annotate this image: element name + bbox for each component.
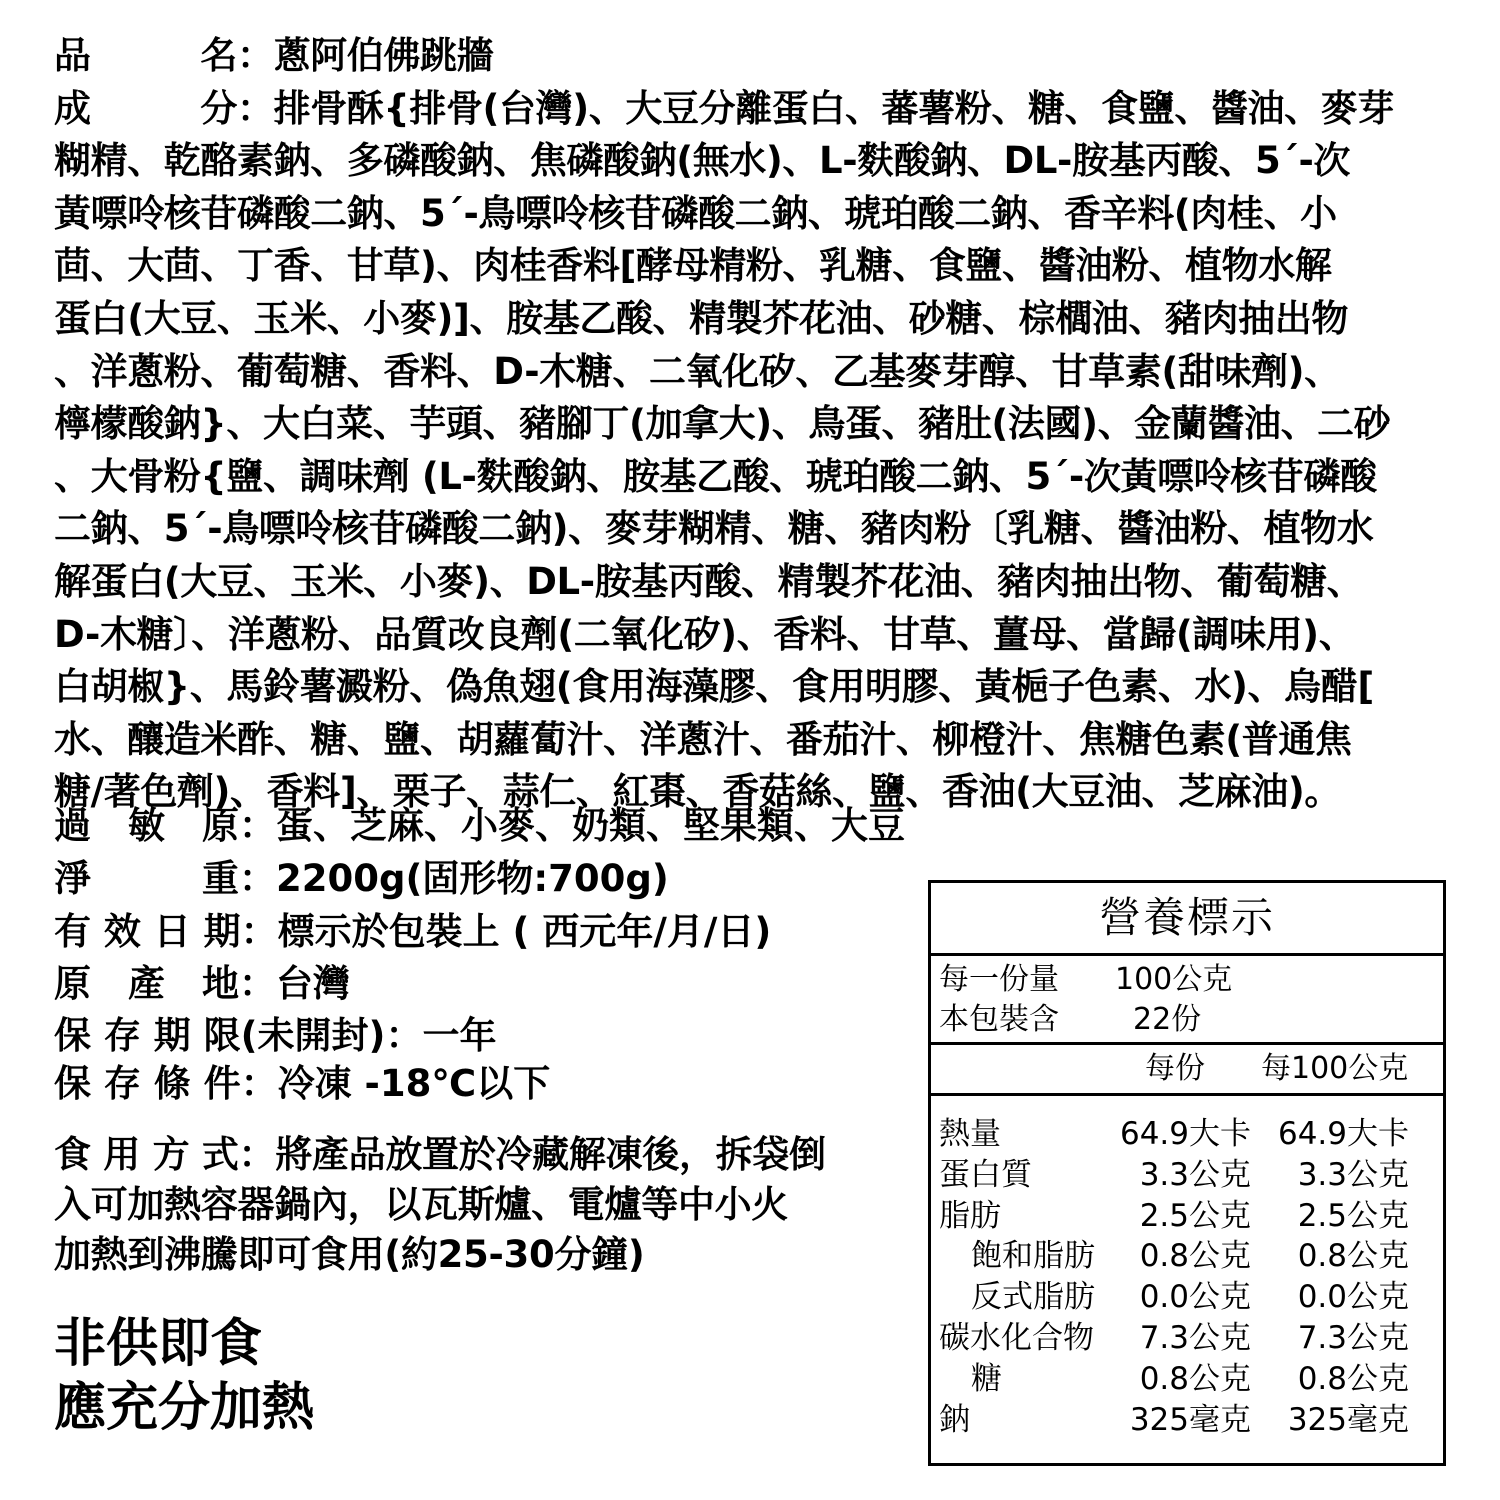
text-line: 黃嘌呤核苷磷酸二鈉、5´-鳥嘌呤核苷磷酸二鈉、琥珀酸二鈉、香辛料(肉桂、小 (54, 191, 1337, 235)
nutrient-per-serving: 0.0公克 (1139, 1279, 1251, 1316)
origin-field (54, 958, 350, 1010)
nutrient-per-serving: 0.8公克 (1139, 1238, 1251, 1275)
nutrition-title: 營養標示 (931, 883, 1443, 956)
nutrient-name: 鈉 (939, 1401, 970, 1438)
expiry-label: 有 效 日 期： (54, 910, 278, 953)
usage-line: 入可加熱容器鍋內，以瓦斯爐、電爐等中小火 (54, 1183, 788, 1226)
servings-per-package-row (939, 1000, 1202, 1040)
allergens-value: 蛋、芝麻、小麥、奶類、堅果類、大豆 (276, 804, 905, 847)
warning-line: 非供即食 (54, 1314, 263, 1374)
text-line: 二鈉、5´-鳥嘌呤核苷磷酸二鈉)、麥芽糊精、糖、豬肉粉〔乳糖、醬油粉、植物水 (54, 507, 1374, 551)
text-line: 檸檬酸鈉}、大白菜、芋頭、豬腳丁(加拿大)、鳥蛋、豬肚(法國)、金蘭醬油、二砂 (54, 402, 1391, 446)
nutrient-per-100g: 3.3公克 (1297, 1156, 1409, 1193)
allergens-label: 過 敏 原： (54, 804, 276, 847)
usage-line: 食 用 方 式：將產品放置於冷藏解凍後，拆袋倒 (54, 1133, 826, 1176)
usage-instructions (54, 1130, 884, 1280)
heating-warning (54, 1312, 314, 1440)
nutrient-name: 蛋白質 (939, 1156, 1032, 1193)
origin-label: 原 產 地： (54, 962, 276, 1005)
storage-value: 冷凍 -18℃以下 (277, 1062, 551, 1105)
nutrient-per-100g: 0.8公克 (1297, 1238, 1409, 1275)
net-weight-label: 淨 重： (54, 857, 276, 900)
servings-per-package-value: 22份 (1133, 1002, 1202, 1037)
nutrient-name: 熱量 (939, 1116, 1001, 1152)
nutrient-name: 飽和脂肪 (971, 1238, 1095, 1275)
origin-value: 台灣 (276, 962, 350, 1005)
warning-line: 應充分加熱 (54, 1378, 315, 1438)
nutrient-per-100g: 7.3公克 (1297, 1319, 1409, 1356)
nutrition-row (931, 1114, 1443, 1155)
col-per-serving: 每份 (1145, 1051, 1205, 1086)
nutrient-per-100g: 64.9大卡 (1277, 1116, 1409, 1152)
shelf-life-field (54, 1010, 496, 1062)
nutrient-name: 糖 (971, 1360, 1002, 1397)
nutrient-per-100g: 0.8公克 (1297, 1360, 1409, 1397)
col-per-100g: 每100公克 (1261, 1051, 1409, 1086)
text-line: 、大骨粉{鹽、調味劑 (L-麩酸鈉、胺基乙酸、琥珀酸二鈉、5´-次黃嘌呤核苷磷酸 (54, 454, 1377, 498)
nutrition-rows (931, 1096, 1443, 1440)
nutrient-per-serving: 0.8公克 (1139, 1360, 1251, 1397)
serving-info (931, 956, 1443, 1045)
usage-line: 加熱到沸騰即可食用(約25-30分鐘) (54, 1233, 645, 1276)
serving-size-value: 100公克 (1115, 962, 1233, 997)
nutrient-per-100g: 0.0公克 (1297, 1279, 1409, 1316)
serving-size-label: 每一份量 (939, 962, 1059, 997)
nutrient-per-serving: 2.5公克 (1139, 1197, 1251, 1234)
serving-size-row (939, 960, 1233, 1000)
text-line: 蛋白(大豆、玉米、小麥)]、胺基乙酸、精製芥花油、砂糖、棕櫚油、豬肉抽出物 (54, 296, 1348, 340)
text-line: 、洋蔥粉、葡萄糖、香料、D-木糖、二氧化矽、乙基麥芽醇、甘草素(甜味劑)、 (54, 349, 1341, 393)
nutrition-row (931, 1400, 1443, 1441)
allergens-field (54, 800, 905, 852)
shelf-life-label: 保 存 期 限(未開封)： (54, 1014, 423, 1057)
nutrition-row (931, 1155, 1443, 1196)
net-weight-value: 2200g(固形物:700g) (276, 857, 669, 900)
nutrient-name: 碳水化合物 (939, 1319, 1094, 1356)
nutrient-name: 反式脂肪 (971, 1279, 1095, 1316)
nutrient-per-100g: 325毫克 (1287, 1401, 1409, 1438)
text-line: 品 名：蔥阿伯佛跳牆 (54, 34, 494, 77)
text-line: 水、釀造米酢、糖、鹽、胡蘿蔔汁、洋蔥汁、番茄汁、柳橙汁、焦糖色素(普通焦 (54, 717, 1352, 761)
shelf-life-value: 一年 (422, 1014, 497, 1057)
nutrition-facts-table (928, 880, 1446, 1466)
text-line: 成 分：排骨酥{排骨(台灣)、大豆分離蛋白、蕃薯粉、糖、食鹽、醬油、麥芽 (54, 86, 1394, 130)
net-weight-field (54, 853, 669, 905)
nutrition-column-headers (931, 1045, 1443, 1096)
expiry-field (54, 906, 771, 958)
text-line: 白胡椒}、馬鈴薯澱粉、偽魚翅(食用海藻膠、食用明膠、黃梔子色素、水)、烏醋[ (54, 665, 1374, 709)
nutrient-per-serving: 7.3公克 (1139, 1319, 1251, 1356)
nutrition-row (931, 1318, 1443, 1359)
nutrient-name: 脂肪 (939, 1197, 1001, 1234)
storage-label: 保 存 條 件： (54, 1062, 278, 1105)
nutrition-row (931, 1359, 1443, 1400)
nutrition-row (931, 1236, 1443, 1277)
storage-field (54, 1058, 550, 1110)
nutrient-per-serving: 3.3公克 (1139, 1156, 1251, 1193)
text-line: 糊精、乾酪素鈉、多磷酸鈉、焦磷酸鈉(無水)、L-麩酸鈉、DL-胺基丙酸、5´-次 (54, 139, 1350, 183)
nutrition-row (931, 1196, 1443, 1237)
nutrient-per-serving: 325毫克 (1129, 1401, 1251, 1438)
expiry-value: 標示於包裝上 ( 西元年/月/日) (277, 910, 772, 953)
text-line: 解蛋白(大豆、玉米、小麥)、DL-胺基丙酸、精製芥花油、豬肉抽出物、葡萄糖、 (54, 559, 1364, 603)
nutrient-per-serving: 64.9大卡 (1119, 1116, 1251, 1152)
nutrient-per-100g: 2.5公克 (1297, 1197, 1409, 1234)
nutrition-row (931, 1277, 1443, 1318)
text-line: 糖/著色劑)、香料]、栗子、蒜仁、紅棗、香菇絲、鹽、香油(大豆油、芝麻油)。 (54, 770, 1341, 814)
text-line: D-木糖〕、洋蔥粉、品質改良劑(二氧化矽)、香料、甘草、薑母、當歸(調味用)、 (54, 612, 1356, 656)
ingredients-block (54, 30, 1464, 819)
servings-per-package-label: 本包裝含 (939, 1002, 1059, 1037)
text-line: 茴、大茴、丁香、甘草)、肉桂香料[酵母精粉、乳糖、食鹽、醬油粉、植物水解 (54, 244, 1332, 288)
